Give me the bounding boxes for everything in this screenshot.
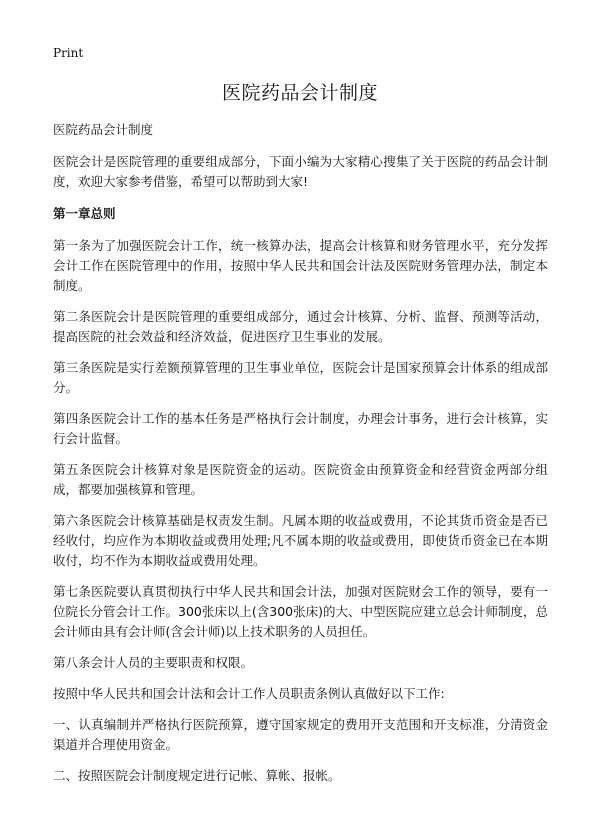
article-paragraph: 按照中华人民共和国会计法和会计工作人员职责条例认真做好以下工作: (53, 686, 445, 701)
article-paragraph: 一、认真编制并严格执行医院预算，遵守国家规定的费用开支范围和开支标准，分清资金渠道并合理使用资金。 (53, 717, 548, 752)
article-paragraph: 第七条医院要认真贯彻执行中华人民共和国会计法，加强对医院财会工作的领导，要有一位院长分管会计工作。300张床以上(含300张床)的大、中型医院应建立总会计师制度，总会计师由具有会计师(含会计师)以上技术职务的人员担任。 (53, 584, 548, 639)
print-link[interactable]: Print (53, 46, 84, 60)
article-paragraph: 第二条医院会计是医院管理的重要组成部分，通过会计核算、分析、监督、预测等活动，提高医院的社会效益和经济效益，促进医疗卫生事业的发展。 (53, 309, 548, 344)
article-paragraph: 二、按照医院会计制度规定进行记帐、算帐、报帐。 (53, 768, 341, 783)
page-title: 医院药品会计制度 (221, 82, 378, 104)
chapter-heading: 第一章总则 (53, 206, 116, 221)
intro-paragraph: 医院会计是医院管理的重要组成部分，下面小编为大家精心搜集了关于医院的药品会计制度，欢迎大家参考借鉴，希望可以帮助到大家! (53, 154, 548, 189)
article-paragraph: 第四条医院会计工作的基本任务是严格执行会计制度，办理会计事务，进行会计核算，实行会计监督。 (53, 411, 548, 446)
article-paragraph: 第六条医院会计核算基础是权责发生制。凡属本期的收益或费用，不论其货币资金是否已经收付，均应作为本期收益或费用处理;凡不属本期的收益或费用，即使货币资金已在本期收付，均不作为本期收益或费用处理。 (53, 513, 548, 568)
document-body (53, 120, 548, 797)
article-paragraph: 第五条医院会计核算对象是医院资金的运动。医院资金由预算资金和经营资金两部分组成，都要加强核算和管理。 (53, 462, 548, 497)
document-subtitle: 医院药品会计制度 (53, 122, 154, 137)
article-paragraph: 第一条为了加强医院会计工作，统一核算办法，提高会计核算和财务管理水平，充分发挥会计工作在医院管理中的作用，按照中华人民共和国会计法及医院财务管理办法，制定本制度。 (53, 238, 548, 293)
article-paragraph: 第八条会计人员的主要职责和权限。 (53, 655, 254, 670)
article-paragraph: 第三条医院是实行差额预算管理的卫生事业单位，医院会计是国家预算会计体系的组成部分。 (53, 360, 548, 395)
